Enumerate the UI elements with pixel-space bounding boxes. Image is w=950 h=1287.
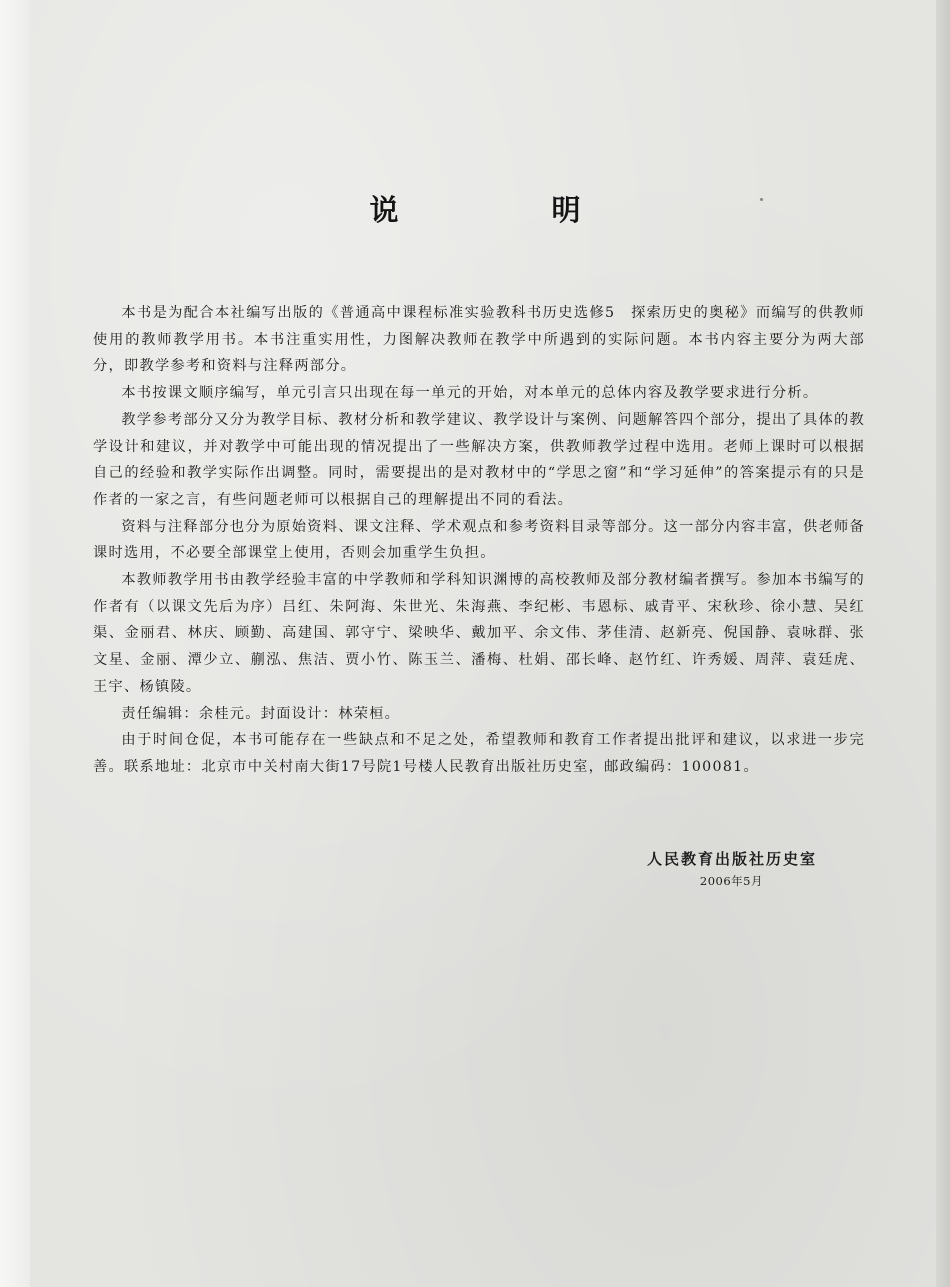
paragraph: 责任编辑：余桂元。封面设计：林荣桓。 bbox=[121, 705, 401, 722]
paragraph: 本教师教学用书由教学经验丰富的中学教师和学科知识渊博的高校教师及部分教材编者撰写。参加本书编写的作者有（以课文先后为序）吕红、朱阿海、朱世光、朱海燕、李纪彬、韦恩标、戚青平、宋秋珍、徐小慧、吴红渠、金丽君、林庆、顾勤、高建国、郭守宁、梁映华、戴加平、余文伟、茅佳清、赵新亮、倪国静、袁咏群、张文星、金丽、潭少立、蒯泓、焦洁、贾小竹、陈玉兰、潘梅、杜娟、邵长峰、赵竹红、许秀媛、周萍、袁廷虎、王宇、杨镇陵。 bbox=[93, 572, 865, 695]
signature-org: 人民教育出版社历史室 bbox=[646, 850, 817, 868]
paragraph: 本书按课文顺序编写，单元引言只出现在每一单元的开始，对本单元的总体内容及教学要求进行分析。 bbox=[121, 385, 819, 402]
paragraph: 本书是为配合本社编写出版的《普通高中课程标准实验教科书历史选修5 探索历史的奥秘》而编写的供教师使用的教师教学用书。本书注重实用性，力图解决教师在教学中所遇到的实际问题。本书内容主要分为两大部分，即教学参考和资料与注释两部分。 bbox=[93, 305, 865, 375]
body-text bbox=[93, 300, 865, 781]
signature-block bbox=[647, 846, 817, 890]
paragraph: 教学参考部分又分为教学目标、教材分析和教学建议、教学设计与案例、问题解答四个部分，提出了具体的教学设计和建议，并对教学中可能出现的情况提出了一些解决方案，供教师教学过程中选用。老师上课时可以根据自己的经验和教学实际作出调整。同时，需要提出的是对教材中的“学思之窗”和“学习延伸”的答案提示有的只是作者的一家之言，有些问题老师可以根据自己的理解提出不同的看法。 bbox=[93, 411, 865, 508]
paragraph: 资料与注释部分也分为原始资料、课文注释、学术观点和参考资料目录等部分。这一部分内容丰富，供老师备课时选用，不必要全部课堂上使用，否则会加重学生负担。 bbox=[93, 518, 865, 562]
page-title: 说 明 bbox=[369, 193, 643, 227]
paragraph: 由于时间仓促，本书可能存在一些缺点和不足之处，希望教师和教育工作者提出批评和建议，以求进一步完善。联系地址：北京市中关村南大街17号院1号楼人民教育出版社历史室，邮政编码：100081。 bbox=[93, 732, 865, 775]
signature-date: 2006年5月 bbox=[699, 874, 763, 888]
